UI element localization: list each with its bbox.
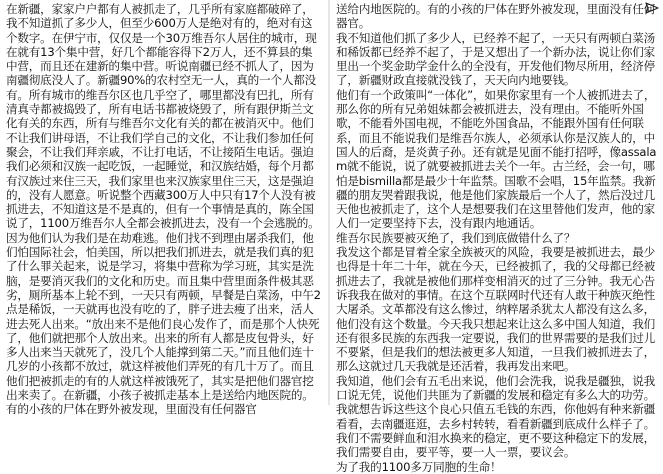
right-post-panel bbox=[332, 0, 663, 474]
left-post-text: 在新疆，家家户户都有人被抓走了，几乎所有家庭都破碎了，我不知道抓了多少人，但至少600万人是绝对有的，绝对有这个数字。在伊宁市，仅仅是一个30万维吾尔人居住的城市，现在就有13个集中营，好几个都能容得下2万人，还不算县的集中营，而且还在建新的集中营。听说南疆已经不抓人了，因为南疆彻底没人了。新疆90%的农村空无一人，真的一个人都没有。所有城市的维吾尔区也几乎空了，哪里都没有巴扎，所有清真寺都被捣毁了，所有电话书都被烧毁了，所有跟伊斯兰文化有关的东西，所有与维吾尔文化有关的都在被消灭中。他们不让我们讲母语，不让我们学自己的文化，不让我们参加任何聚会，不让我们拜亲戚，不让打电话，不让接陌生电话。强迫我们必须和汉族一起吃饭，一起睡觉，和汉族结婚，每个月都有汉族过来住三天，我们家里也来汉族家里住三天，这是强迫的，没有人愿意。听说整个西藏300万人中只有17个人没有被抓进去，不知道这是不是真的，但有一个事情是真的，陈全国说了，1100万维吾尔人全都会被抓进去，没有一个会逃脱的。因为他们认为我们是在劫难逃。他们找不到理由屠杀我们，他们怕国际社会，怕美国，所以把我们抓进去，就是我们真的犯了什么罪关起来，说是学习，将集中营称为学习班，其实是洗脑，是要消灭我们的文化和历史。而且集中营里面条件极其恶劣，厕所基本上轮不到，一天只有两顿，早餐是白菜汤，中午2点是稀饭，一天就再也没有吃的了，胖子进去瘦了出来，活人进去死人出来。“放出来不是他们良心发作了，而是那个人快死了，他们就把那个人放出来。出来的所有人都是皮包骨头，好多人出来当天就死了，没几个人能撑到第二天。”而且他们连十几岁的小孩都不放过，就这样被他们弄死的有几十万了。而且他们把被抓走的有的人就这样被饿死了，其实是把他们器官挖出来卖了。在新疆，小孩子被抓走基本上是送给内地医院的。有的小孩的尸体在野外被发现，里面没有任何器官 bbox=[6, 2, 321, 417]
send-icon[interactable] bbox=[645, 0, 659, 14]
top-bar bbox=[645, 0, 659, 14]
right-post-text: 送给内地医院的。有的小孩的尸体在野外被发现，里面没有任何器官。 我不知道他们抓了多少人，已经养不起了，一天只有两顿白菜汤和稀饭都已经养不起了，于是又想出了一个新办法，说让你们家里出一个奖金助学金什么的全没有，开发他们物尽所用，经济停了，新疆财政直接就没钱了，天天向内地要钱。 他们有一个政策叫“一体化”，如果你家里有一个人被抓进去了，那么你的所有兄弟姐妹都会被抓进去，没有理由。不能听外国歌，不能看外国电视，不能吃外国食品，不能跟外国有任何联系，而且不能说我们是维吾尔族人，必须承认你是汉族人的，中国人的后裔，是炎黄子孙。还有就是见面不能打招呼，像assalam就不能说，说了就要被抓进去关个一年。古兰经，会一句，哪怕是bismilla都是最少十年监禁。国歌不会唱，15年监禁。我新疆的朋友哭着跟我说，他是他们家族最后一个人了，然后没过几天他也被抓走了，这个人是想要我们在这里替他们发声，他的家人们一定要坚持下去，没有跟内地通话。 维吾尔民族要被灭绝了，我们到底做错什么了？ 我发这个都是冒着全家全族被灭的风险，我要是被抓进去，最少也得是十年二十年，就在今天，已经被抓了，我的父母都已经被抓进去了，我就是被他们那样变相消灭的过了三分钟。我无心告诉我我在做对的事情。在这个互联网时代还有人敢干种族灭绝性大屠杀。文革都没有这么惨过，纳粹屠杀犹太人都没有这么多，他们没有这个数量。今天我只想起来让这么多中国人知道，我们还有很多民族的东西我一定要说，我们的世界需要的是我们过儿不要紧，但是我们的想法被更多人知道，一旦我们被抓进去了，那么这就过几天我就是还活着，我再发出来吧。 我知道，他们会有五毛出来说，他们会洗我，说我是疆独，说我口说无凭，说他们共匪为了新疆的发展和稳定有多么大的功劳。我就想告诉这些这个良心只值五毛钱的东西，你他妈有种来新疆看看，去南疆逛逛，去乡村转转，看看新疆到底成什么样子了。我们不需要鲜血和泪水换来的稳定，更不要这种稳定下的发展，我们需要自由，要平等，要一人一票，要议会。 为了我的1100多万同胞的生命！ bbox=[336, 2, 657, 474]
panel-divider bbox=[328, 0, 330, 405]
left-post-panel bbox=[0, 0, 326, 417]
